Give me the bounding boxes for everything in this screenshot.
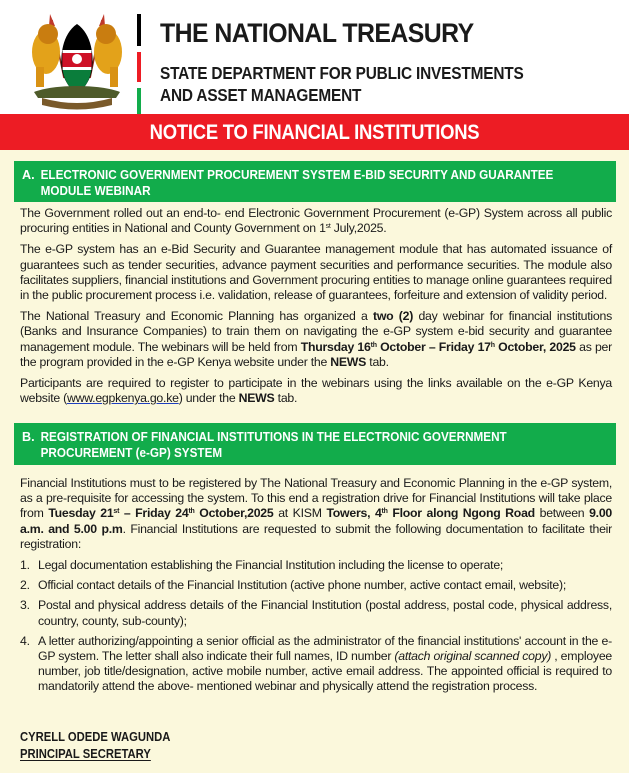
required-documents-list [20,558,612,695]
section-b-header [14,423,616,465]
flag-stripe-red [137,52,141,82]
department-title [160,62,524,106]
section-a-title: ELECTRONIC GOVERNMENT PROCUREMENT SYSTEM E-BID SECURITY AND GUARANTEE MODULE WEBINAR [40,168,554,198]
egp-website-link[interactable]: www.egpkenya.go.ke [66,391,179,406]
section-a-label: A. [22,168,35,182]
letterhead [0,0,629,114]
section-a-paragraph-1: The Government rolled out an end-to- end Electronic Government Procurement (e-GP) System across all public procuring entities in National and County Government on 1st July,2025. [20,206,612,236]
signatory-title: PRINCIPAL SECRETARY [20,747,151,761]
section-a-body [20,206,612,412]
section-a-paragraph-4: Participants are required to register to participate in the webinars using the links available on the e-GP Kenya website (www.egpkenya.go.ke) under the NEWS tab. [20,376,612,406]
department-title-line1: STATE DEPARTMENT FOR PUBLIC INVESTMENTS [160,63,524,83]
section-a-paragraph-2: The e-GP system has an e-Bid Security and Guarantee management module that has automated issuance of guarantees such as tender securities, advance payment securities and performance securities. The module also facilitates suppliers, financial institutions and Government procuring entities to manage online guarantees required in the public procurement process i.e. validation, release of guarantees, forfeiture and extension of validity period. [20,242,612,303]
section-a-header [14,161,616,202]
section-b-label: B. [22,430,35,444]
section-a-paragraph-3: The National Treasury and Economic Planning has organized a two (2) day webinar for financial institutions (Banks and Insurance Companies) to train them on navigating the e-GP system e-bid security and guarantee management module. The webinars will be held from Thursday 16th October – Friday 17$^h$ October, 2025 as per the program provided in the e-GP Kenya website under the NEWS tab. [20,309,612,369]
flag-color-bar [137,14,141,118]
notice-banner [0,114,629,150]
coat-of-arms-icon [24,12,130,112]
flag-stripe-black [137,14,141,46]
signatory-name: CYRELL ODEDE WAGUNDA [20,730,171,744]
list-item: 3. Postal and physical address details of the Financial Institution (postal address, postal code, physical address, country, county, sub-county); [20,598,612,628]
notice-title: NOTICE TO FINANCIAL INSTITUTIONS [149,121,480,144]
department-title-line2: AND ASSET MANAGEMENT [160,85,362,105]
organization-title: THE NATIONAL TREASURY [160,18,474,48]
list-item: 4. A letter authorizing/appointing a senior official as the administrator of the financial institutions' account in the e-GP system. The letter shall also indicate their full names, ID number (attach original scanned copy) , employee number, job title/designation, active mobile number, active email address. The appointed official is required to mandatorily attend the above- mentioned webinar and physically attend the registration process. [20,633,612,694]
list-item: 2. Official contact details of the Financial Institution (active phone number, active contact email, website); [20,578,567,593]
list-item: 1. Legal documentation establishing the Financial Institution including the license to operate; [20,558,504,573]
section-b-paragraph-1: Financial Institutions must to be registered by The National Treasury and Economic Planning in the e-GP system, as a pre-requisite for accessing the system. To this end a registration drive for Financial Institutions will take place from Tuesday 21st – Friday 24th October,2025 at KISM Towers, 4th Floor along Ngong Road between 9.00 a.m. and 5.00 p.m. Financial Institutions are requested to submit the following documentation to facilitate their registration: [20,476,613,551]
signature-block [20,729,170,763]
section-b-body [20,476,612,700]
section-b-title: REGISTRATION OF FINANCIAL INSTITUTIONS IN THE ELECTRONIC GOVERNMENT PROCUREMENT (e-GP) SYSTEM [40,430,507,460]
